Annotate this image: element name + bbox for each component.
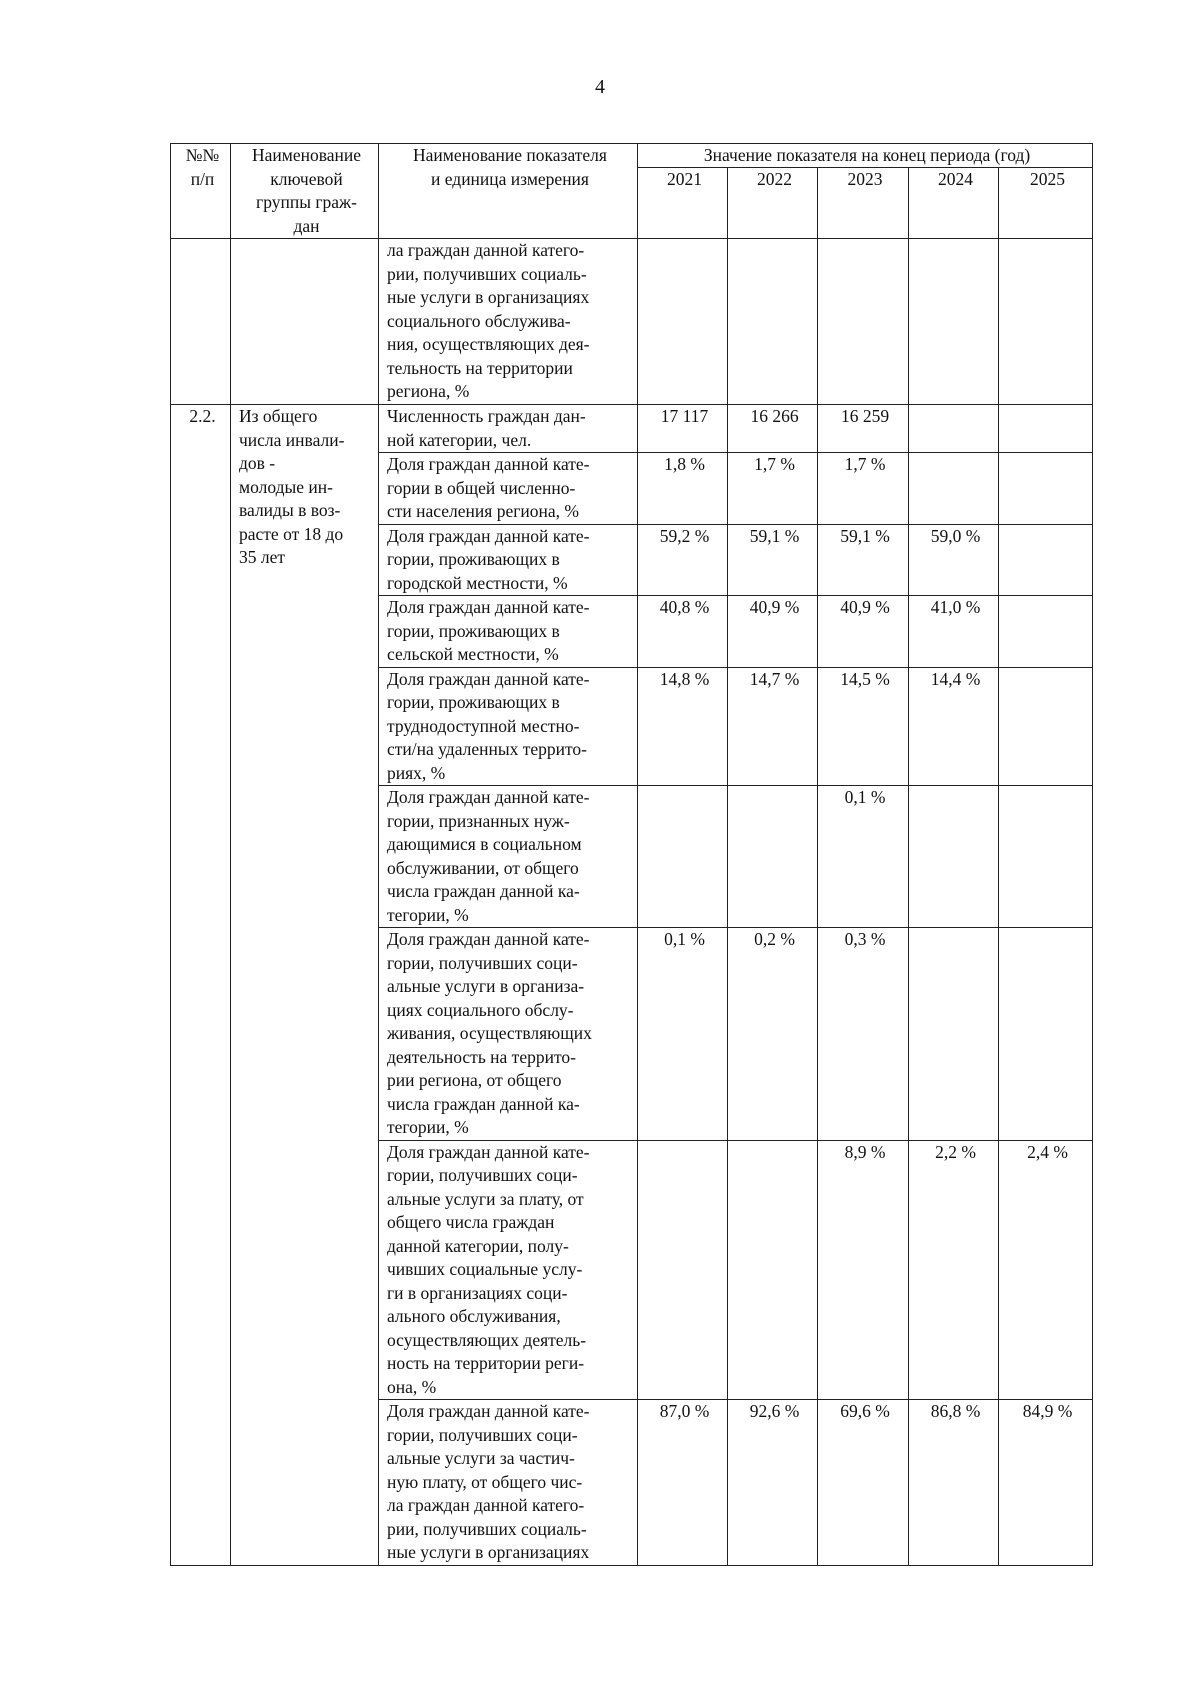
indicator-line: сти/на удаленных террито- bbox=[387, 739, 588, 759]
indicator-line: гории, получивших соци- bbox=[387, 1165, 578, 1185]
value-cell: 84,9 % bbox=[999, 1400, 1093, 1566]
value-cell: 59,0 % bbox=[909, 524, 999, 596]
indicator-line: риях, % bbox=[387, 762, 446, 783]
indicator-line: Доля граждан данной кате- bbox=[387, 929, 590, 949]
group-name-line: 35 лет bbox=[239, 547, 286, 567]
header-num-line: п/п bbox=[190, 168, 215, 189]
header-num-line: №№ bbox=[185, 145, 220, 165]
continuation-num-cell bbox=[171, 239, 231, 405]
value-cell: 87,0 % bbox=[638, 1400, 728, 1566]
continuation-line: ные услуги в организациях bbox=[387, 287, 590, 307]
value-cell bbox=[999, 453, 1093, 525]
indicator-line: обслуживании, от общего bbox=[387, 857, 579, 878]
indicator-line: ального обслуживания, bbox=[387, 1306, 561, 1326]
value-cell: 40,9 % bbox=[818, 596, 909, 668]
indicator-line: Доля граждан данной кате- bbox=[387, 787, 590, 807]
indicator-line: труднодоступной местно- bbox=[387, 715, 580, 736]
value-cell: 14,5 % bbox=[818, 667, 909, 786]
value-cell: 92,6 % bbox=[728, 1400, 818, 1566]
continuation-line: региона, % bbox=[387, 381, 470, 401]
continuation-group-cell bbox=[231, 239, 379, 405]
header-indicator-line: и единица измерения bbox=[431, 168, 589, 189]
table-body bbox=[171, 144, 1093, 1566]
header-year: 2024 bbox=[909, 168, 999, 239]
indicator-line: ность на территории реги- bbox=[387, 1353, 585, 1373]
indicator-line: тегории, % bbox=[387, 904, 469, 925]
indicator-line: Доля граждан данной кате- bbox=[387, 525, 590, 546]
continuation-value-cell bbox=[638, 239, 728, 405]
continuation-row bbox=[171, 239, 1093, 405]
indicator-line: альные услуги в организа- bbox=[387, 976, 585, 996]
indicator-line: Доля граждан данной кате- bbox=[387, 668, 590, 689]
continuation-line: рии, получивших социаль- bbox=[387, 263, 587, 284]
header-year: 2023 bbox=[818, 168, 909, 239]
indicator-line: ла граждан данной катего- bbox=[387, 1495, 585, 1515]
value-cell bbox=[999, 928, 1093, 1141]
indicator-line: ную плату, от общего чис- bbox=[387, 1471, 583, 1492]
indicator-line: Доля граждан данной кате- bbox=[387, 1141, 590, 1162]
continuation-value-cell bbox=[728, 239, 818, 405]
indicator-line: рии, получивших социаль- bbox=[387, 1518, 587, 1539]
indicator-line: рии региона, от общего bbox=[387, 1070, 562, 1090]
group-name-line: числа инвали- bbox=[239, 429, 345, 450]
header-row bbox=[171, 144, 1093, 168]
value-cell: 69,6 % bbox=[818, 1400, 909, 1566]
value-cell bbox=[909, 453, 999, 525]
value-cell: 14,4 % bbox=[909, 667, 999, 786]
value-cell bbox=[638, 786, 728, 928]
value-cell: 1,7 % bbox=[818, 453, 909, 525]
value-cell: 0,1 % bbox=[818, 786, 909, 928]
indicator-line: ной категории, чел. bbox=[387, 429, 532, 450]
group-name-line: дов - bbox=[239, 453, 276, 473]
value-cell: 0,1 % bbox=[638, 928, 728, 1141]
indicator-line: живания, осуществляющих bbox=[387, 1023, 592, 1043]
indicator-line: гории, получивших соци- bbox=[387, 952, 578, 973]
indicator-line: числа граждан данной ка- bbox=[387, 1093, 580, 1114]
header-group-line: ключевой bbox=[270, 168, 343, 189]
indicator-name bbox=[379, 596, 638, 668]
indicator-name bbox=[379, 1400, 638, 1566]
value-cell bbox=[909, 928, 999, 1141]
value-cell: 8,9 % bbox=[818, 1140, 909, 1400]
indicator-name bbox=[379, 524, 638, 596]
header-col-indicator bbox=[379, 144, 638, 239]
continuation-line: ла граждан данной катего- bbox=[387, 240, 585, 260]
group-name-line: расте от 18 до bbox=[239, 523, 344, 544]
indicator-line: гории, проживающих в bbox=[387, 620, 560, 641]
value-cell: 14,7 % bbox=[728, 667, 818, 786]
value-cell: 86,8 % bbox=[909, 1400, 999, 1566]
value-cell bbox=[909, 786, 999, 928]
header-col-num bbox=[171, 144, 231, 239]
indicator-line: сти населения региона, % bbox=[387, 501, 579, 521]
continuation-line: тельность на территории bbox=[387, 357, 573, 378]
indicators-table bbox=[170, 143, 1093, 1566]
indicator-line: деятельность на террито- bbox=[387, 1046, 576, 1067]
group-name-line: Из общего bbox=[239, 406, 318, 426]
indicator-line: гории в общей численно- bbox=[387, 477, 576, 498]
table-row bbox=[171, 405, 1093, 453]
indicator-name bbox=[379, 405, 638, 453]
indicator-name bbox=[379, 928, 638, 1141]
value-cell: 0,2 % bbox=[728, 928, 818, 1141]
value-cell: 59,1 % bbox=[728, 524, 818, 596]
indicator-line: чивших социальные услу- bbox=[387, 1259, 583, 1279]
value-cell bbox=[999, 667, 1093, 786]
header-year: 2025 bbox=[999, 168, 1093, 239]
value-cell: 16 266 bbox=[728, 405, 818, 453]
indicator-name bbox=[379, 453, 638, 525]
header-col-values: Значение показателя на конец периода (год) bbox=[638, 144, 1093, 168]
indicator-line: Доля граждан данной кате- bbox=[387, 1401, 590, 1421]
header-indicator-line: Наименование показателя bbox=[413, 145, 607, 165]
value-cell: 40,9 % bbox=[728, 596, 818, 668]
indicator-line: общего числа граждан bbox=[387, 1212, 555, 1232]
indicator-line: Доля граждан данной кате- bbox=[387, 454, 590, 474]
indicator-line: альные услуги за плату, от bbox=[387, 1188, 584, 1209]
group-name bbox=[231, 405, 379, 1566]
indicator-line: Численность граждан дан- bbox=[387, 406, 586, 426]
value-cell: 59,2 % bbox=[638, 524, 728, 596]
indicator-name bbox=[379, 786, 638, 928]
indicator-line: гории, проживающих в bbox=[387, 692, 560, 712]
indicator-line: она, % bbox=[387, 1376, 437, 1397]
continuation-line: ния, осуществляющих дея- bbox=[387, 334, 590, 354]
indicator-line: гории, проживающих в bbox=[387, 549, 560, 569]
value-cell: 1,7 % bbox=[728, 453, 818, 525]
indicator-line: ные услуги в организациях bbox=[387, 1542, 590, 1562]
indicator-line: гории, получивших соци- bbox=[387, 1424, 578, 1445]
indicator-name bbox=[379, 1140, 638, 1400]
indicator-line: сельской местности, % bbox=[387, 644, 559, 664]
header-year: 2022 bbox=[728, 168, 818, 239]
indicator-line: гории, признанных нуж- bbox=[387, 810, 570, 831]
value-cell: 41,0 % bbox=[909, 596, 999, 668]
value-cell bbox=[909, 405, 999, 453]
indicator-line: циях социального обслу- bbox=[387, 999, 574, 1020]
indicator-line: Доля граждан данной кате- bbox=[387, 597, 590, 617]
indicator-line: ги в организациях соци- bbox=[387, 1282, 568, 1303]
page-number: 4 bbox=[595, 76, 605, 98]
value-cell bbox=[999, 524, 1093, 596]
indicator-name bbox=[379, 667, 638, 786]
value-cell: 16 259 bbox=[818, 405, 909, 453]
continuation-indicator-cell bbox=[379, 239, 638, 405]
value-cell bbox=[728, 1140, 818, 1400]
indicator-line: числа граждан данной ка- bbox=[387, 881, 580, 901]
header-year: 2021 bbox=[638, 168, 728, 239]
group-name-line: валиды в воз- bbox=[239, 500, 341, 520]
value-cell bbox=[999, 786, 1093, 928]
group-number: 2.2. bbox=[171, 405, 231, 1566]
value-cell bbox=[638, 1140, 728, 1400]
group-name-line: молодые ин- bbox=[239, 476, 333, 497]
continuation-line: социального обслужива- bbox=[387, 310, 571, 331]
value-cell bbox=[999, 405, 1093, 453]
value-cell: 1,8 % bbox=[638, 453, 728, 525]
header-group-line: Наименование bbox=[251, 145, 362, 165]
value-cell: 2,2 % bbox=[909, 1140, 999, 1400]
indicator-line: дающимися в социальном bbox=[387, 834, 582, 854]
continuation-value-cell bbox=[909, 239, 999, 405]
header-col-group bbox=[231, 144, 379, 239]
value-cell: 0,3 % bbox=[818, 928, 909, 1141]
header-group-line: дан bbox=[293, 215, 320, 236]
value-cell bbox=[999, 596, 1093, 668]
value-cell: 17 117 bbox=[638, 405, 728, 453]
continuation-value-cell bbox=[818, 239, 909, 405]
indicator-line: тегории, % bbox=[387, 1117, 469, 1137]
continuation-value-cell bbox=[999, 239, 1093, 405]
indicator-line: данной категории, полу- bbox=[387, 1235, 569, 1256]
header-group-line: группы граж- bbox=[256, 192, 357, 212]
value-cell: 2,4 % bbox=[999, 1140, 1093, 1400]
value-cell: 14,8 % bbox=[638, 667, 728, 786]
value-cell: 40,8 % bbox=[638, 596, 728, 668]
value-cell: 59,1 % bbox=[818, 524, 909, 596]
indicator-line: городской местности, % bbox=[387, 572, 568, 593]
indicator-line: осуществляющих деятель- bbox=[387, 1329, 587, 1350]
indicator-line: альные услуги за частич- bbox=[387, 1448, 575, 1468]
value-cell bbox=[728, 786, 818, 928]
